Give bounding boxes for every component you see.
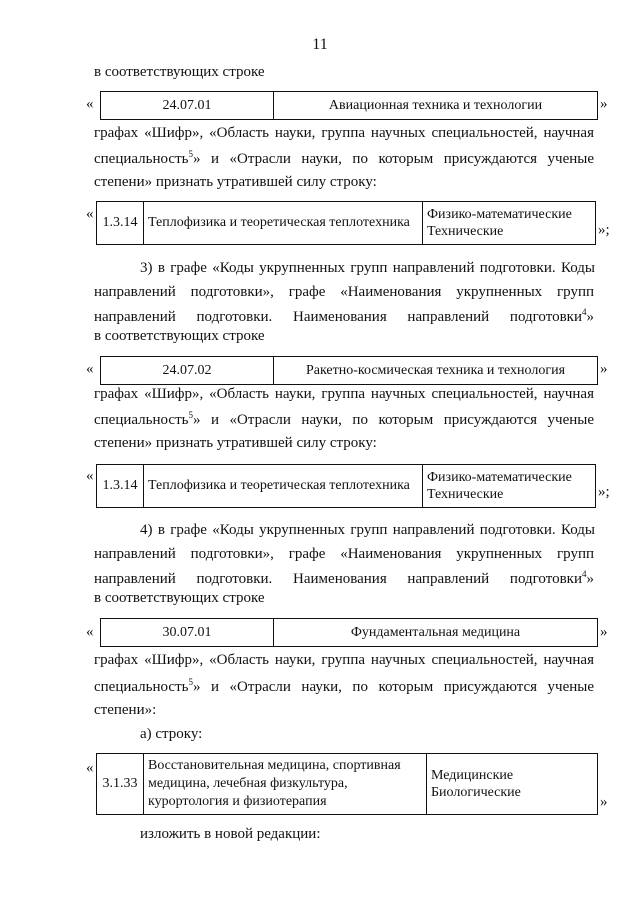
direction-name: Фундаментальная медицина — [274, 619, 598, 647]
direction-code: 24.07.01 — [101, 92, 274, 120]
text-fragment: » — [586, 309, 594, 325]
paragraph-line — [94, 149, 594, 168]
paragraph-line: графах «Шифр», «Область науки, группа научных специальностей, научная — [94, 386, 594, 402]
open-quote: « — [86, 361, 94, 377]
paragraph-line: графах «Шифр», «Область науки, группа научных специальностей, научная — [94, 125, 594, 141]
specialty-name: Теплофизика и теоретическая теплотехника — [144, 465, 423, 508]
footnote-mark: 5 — [188, 410, 193, 420]
close-quote: » — [600, 96, 608, 112]
specialty-name-line: медицина, лечебная физкультура, — [148, 776, 348, 791]
paragraph-line: степени» признать утратившей силу строку: — [94, 435, 377, 451]
text-fragment: специальность — [94, 679, 189, 695]
final-line: изложить в новой редакции: — [140, 826, 321, 842]
sub-item-a: а) строку: — [140, 726, 203, 742]
close-quote: »; — [598, 484, 610, 500]
science-field: Технические — [427, 487, 504, 502]
page-number: 11 — [312, 36, 328, 53]
text-in-rows: в соответствующих строке — [94, 590, 265, 606]
open-quote: « — [86, 468, 94, 484]
paragraph-line — [94, 307, 594, 326]
specialty-row-table — [96, 753, 598, 815]
science-field: Технические — [427, 224, 504, 239]
text-fragment: специальность — [94, 151, 189, 167]
science-field: Биологические — [431, 785, 521, 800]
paragraph-line: степени»: — [94, 702, 157, 718]
close-quote: » — [600, 794, 608, 810]
text-fragment: » и «Отрасли науки, по которым присуждаются ученые — [192, 412, 594, 428]
text-fragment: » и «Отрасли науки, по которым присуждаются ученые — [192, 151, 594, 167]
science-fields — [423, 202, 596, 245]
paragraph-line — [94, 677, 594, 696]
text-fragment: направлений подготовки. Наименования направлений подготовки — [94, 309, 582, 325]
text-in-rows: в соответствующих строке — [94, 328, 265, 344]
paragraph-line: 3) в графе «Коды укрупненных групп направлений подготовки. Коды — [140, 260, 595, 276]
science-fields — [427, 754, 598, 815]
specialty-name — [144, 754, 427, 815]
direction-row-table — [100, 356, 598, 385]
paragraph-line: направлений подготовки», графе «Наименования укрупненных групп — [94, 284, 594, 300]
science-field: Физико-математические — [427, 207, 572, 222]
specialty-code: 1.3.14 — [97, 202, 144, 245]
text-in-rows: в соответствующих строке — [94, 64, 265, 80]
direction-row-table — [100, 91, 598, 120]
close-quote: »; — [598, 222, 610, 238]
direction-row-table — [100, 618, 598, 647]
open-quote: « — [86, 206, 94, 222]
open-quote: « — [86, 760, 94, 776]
paragraph-line: направлений подготовки», графе «Наименования укрупненных групп — [94, 546, 594, 562]
direction-name: Авиационная техника и технологии — [274, 92, 598, 120]
paragraph-line: степени» признать утратившей силу строку: — [94, 174, 377, 190]
science-field: Медицинские — [431, 768, 514, 783]
direction-name: Ракетно-космическая техника и технология — [274, 357, 598, 385]
footnote-mark: 5 — [188, 677, 193, 687]
footnote-mark: 5 — [188, 149, 193, 159]
open-quote: « — [86, 96, 94, 112]
text-fragment: специальность — [94, 412, 189, 428]
specialty-name-line: Восстановительная медицина, спортивная — [148, 758, 401, 773]
close-quote: » — [600, 361, 608, 377]
text-fragment: » — [586, 571, 594, 587]
paragraph-line: графах «Шифр», «Область науки, группа научных специальностей, научная — [94, 652, 594, 668]
science-fields — [423, 465, 596, 508]
paragraph-line — [94, 410, 594, 429]
direction-code: 30.07.01 — [101, 619, 274, 647]
specialty-row-table — [96, 201, 596, 245]
science-field: Физико-математические — [427, 470, 572, 485]
text-fragment: направлений подготовки. Наименования направлений подготовки — [94, 571, 582, 587]
specialty-name-line: курортология и физиотерапия — [148, 794, 327, 809]
text-fragment: » и «Отрасли науки, по которым присуждаются ученые — [192, 679, 594, 695]
paragraph-line: 4) в графе «Коды укрупненных групп направлений подготовки. Коды — [140, 522, 595, 538]
specialty-code: 3.1.33 — [97, 754, 144, 815]
specialty-row-table — [96, 464, 596, 508]
specialty-name: Теплофизика и теоретическая теплотехника — [144, 202, 423, 245]
open-quote: « — [86, 624, 94, 640]
close-quote: » — [600, 624, 608, 640]
footnote-mark: 4 — [582, 307, 587, 317]
direction-code: 24.07.02 — [101, 357, 274, 385]
paragraph-line — [94, 569, 594, 588]
specialty-code: 1.3.14 — [97, 465, 144, 508]
footnote-mark: 4 — [582, 569, 587, 579]
